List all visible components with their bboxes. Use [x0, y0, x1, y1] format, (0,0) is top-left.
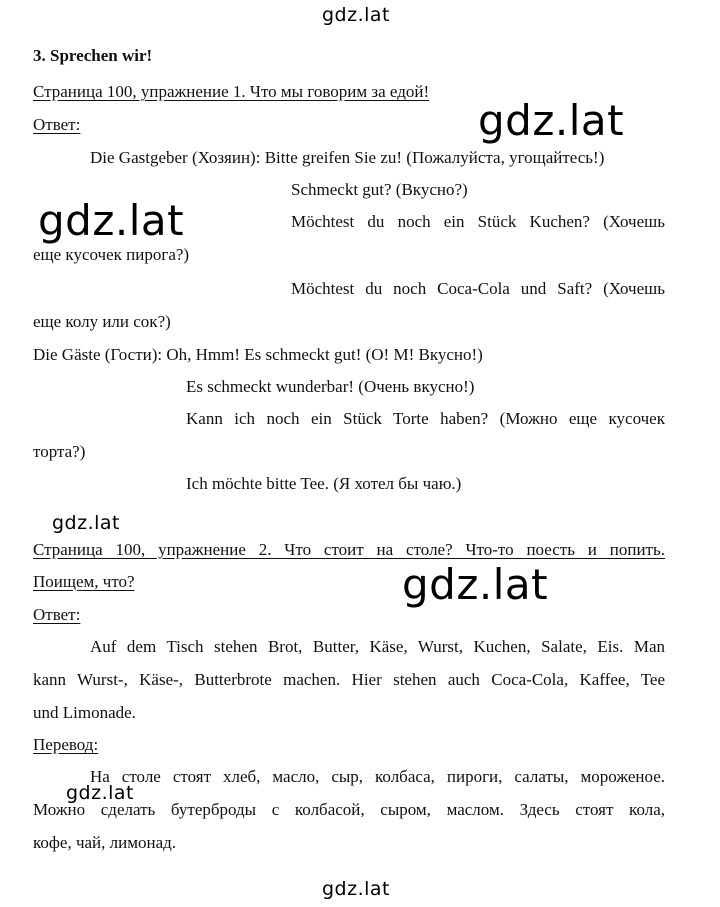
answer-line: und Limonade.: [33, 703, 136, 722]
watermark: gdz.lat: [402, 560, 549, 609]
dialogue-line: Die Gastgeber (Хозяин): Bitte greifen Sie zu! (Пожалуйста, угощайтесь!): [90, 148, 605, 167]
translation-line: На столе стоят хлеб, масло, сыр, колбаса, пироги, салаты, мороженое.: [90, 767, 665, 786]
exercise-1-answer-label: Ответ:: [33, 115, 81, 134]
dialogue-line: Möchtest du noch ein Stück Kuchen? (Хочешь: [291, 212, 665, 231]
answer-line: kann Wurst-, Käse-, Butterbrote machen. Hier stehen auch Coca-Cola, Kaffee, Tee: [33, 670, 665, 689]
translation-line: Можно сделать бутерброды с колбасой, сыром, маслом. Здесь стоят кола,: [33, 800, 665, 819]
answer-line: Auf dem Tisch stehen Brot, Butter, Käse, Wurst, Kuchen, Salate, Eis. Man: [90, 637, 665, 656]
dialogue-line: Möchtest du noch Coca-Cola und Saft? (Хочешь: [291, 279, 665, 298]
exercise-2-title-cont: Поищем, что?: [33, 572, 135, 591]
dialogue-line: торта?): [33, 442, 86, 461]
section-heading: 3. Sprechen wir!: [33, 46, 153, 65]
dialogue-line: Es schmeckt wunderbar! (Очень вкусно!): [186, 377, 475, 396]
dialogue-line: Ich möchte bitte Tee. (Я хотел бы чаю.): [186, 474, 462, 493]
dialogue-line: еще кусочек пирога?): [33, 245, 190, 264]
exercise-1-title: Страница 100, упражнение 1. Что мы говорим за едой!: [33, 82, 430, 101]
watermark: gdz.lat: [66, 782, 135, 804]
watermark: gdz.lat: [52, 512, 121, 534]
dialogue-line: Kann ich noch ein Stück Torte haben? (Можно еще кусочек: [186, 409, 665, 428]
watermark: gdz.lat: [322, 878, 391, 900]
watermark: gdz.lat: [38, 196, 185, 245]
dialogue-line: Schmeckt gut? (Вкусно?): [291, 180, 468, 199]
dialogue-line: еще колу или сок?): [33, 312, 171, 331]
watermark: gdz.lat: [322, 4, 391, 26]
translation-line: кофе, чай, лимонад.: [33, 833, 177, 852]
watermark: gdz.lat: [478, 96, 625, 145]
exercise-2-answer-label: Ответ:: [33, 605, 81, 624]
dialogue-line: Die Gäste (Гости): Oh, Hmm! Es schmeckt gut! (О! М! Вкусно!): [33, 345, 483, 364]
exercise-2-title: Страница 100, упражнение 2. Что стоит на столе? Что-то поесть и попить.: [33, 540, 665, 559]
translation-label: Перевод:: [33, 735, 99, 754]
